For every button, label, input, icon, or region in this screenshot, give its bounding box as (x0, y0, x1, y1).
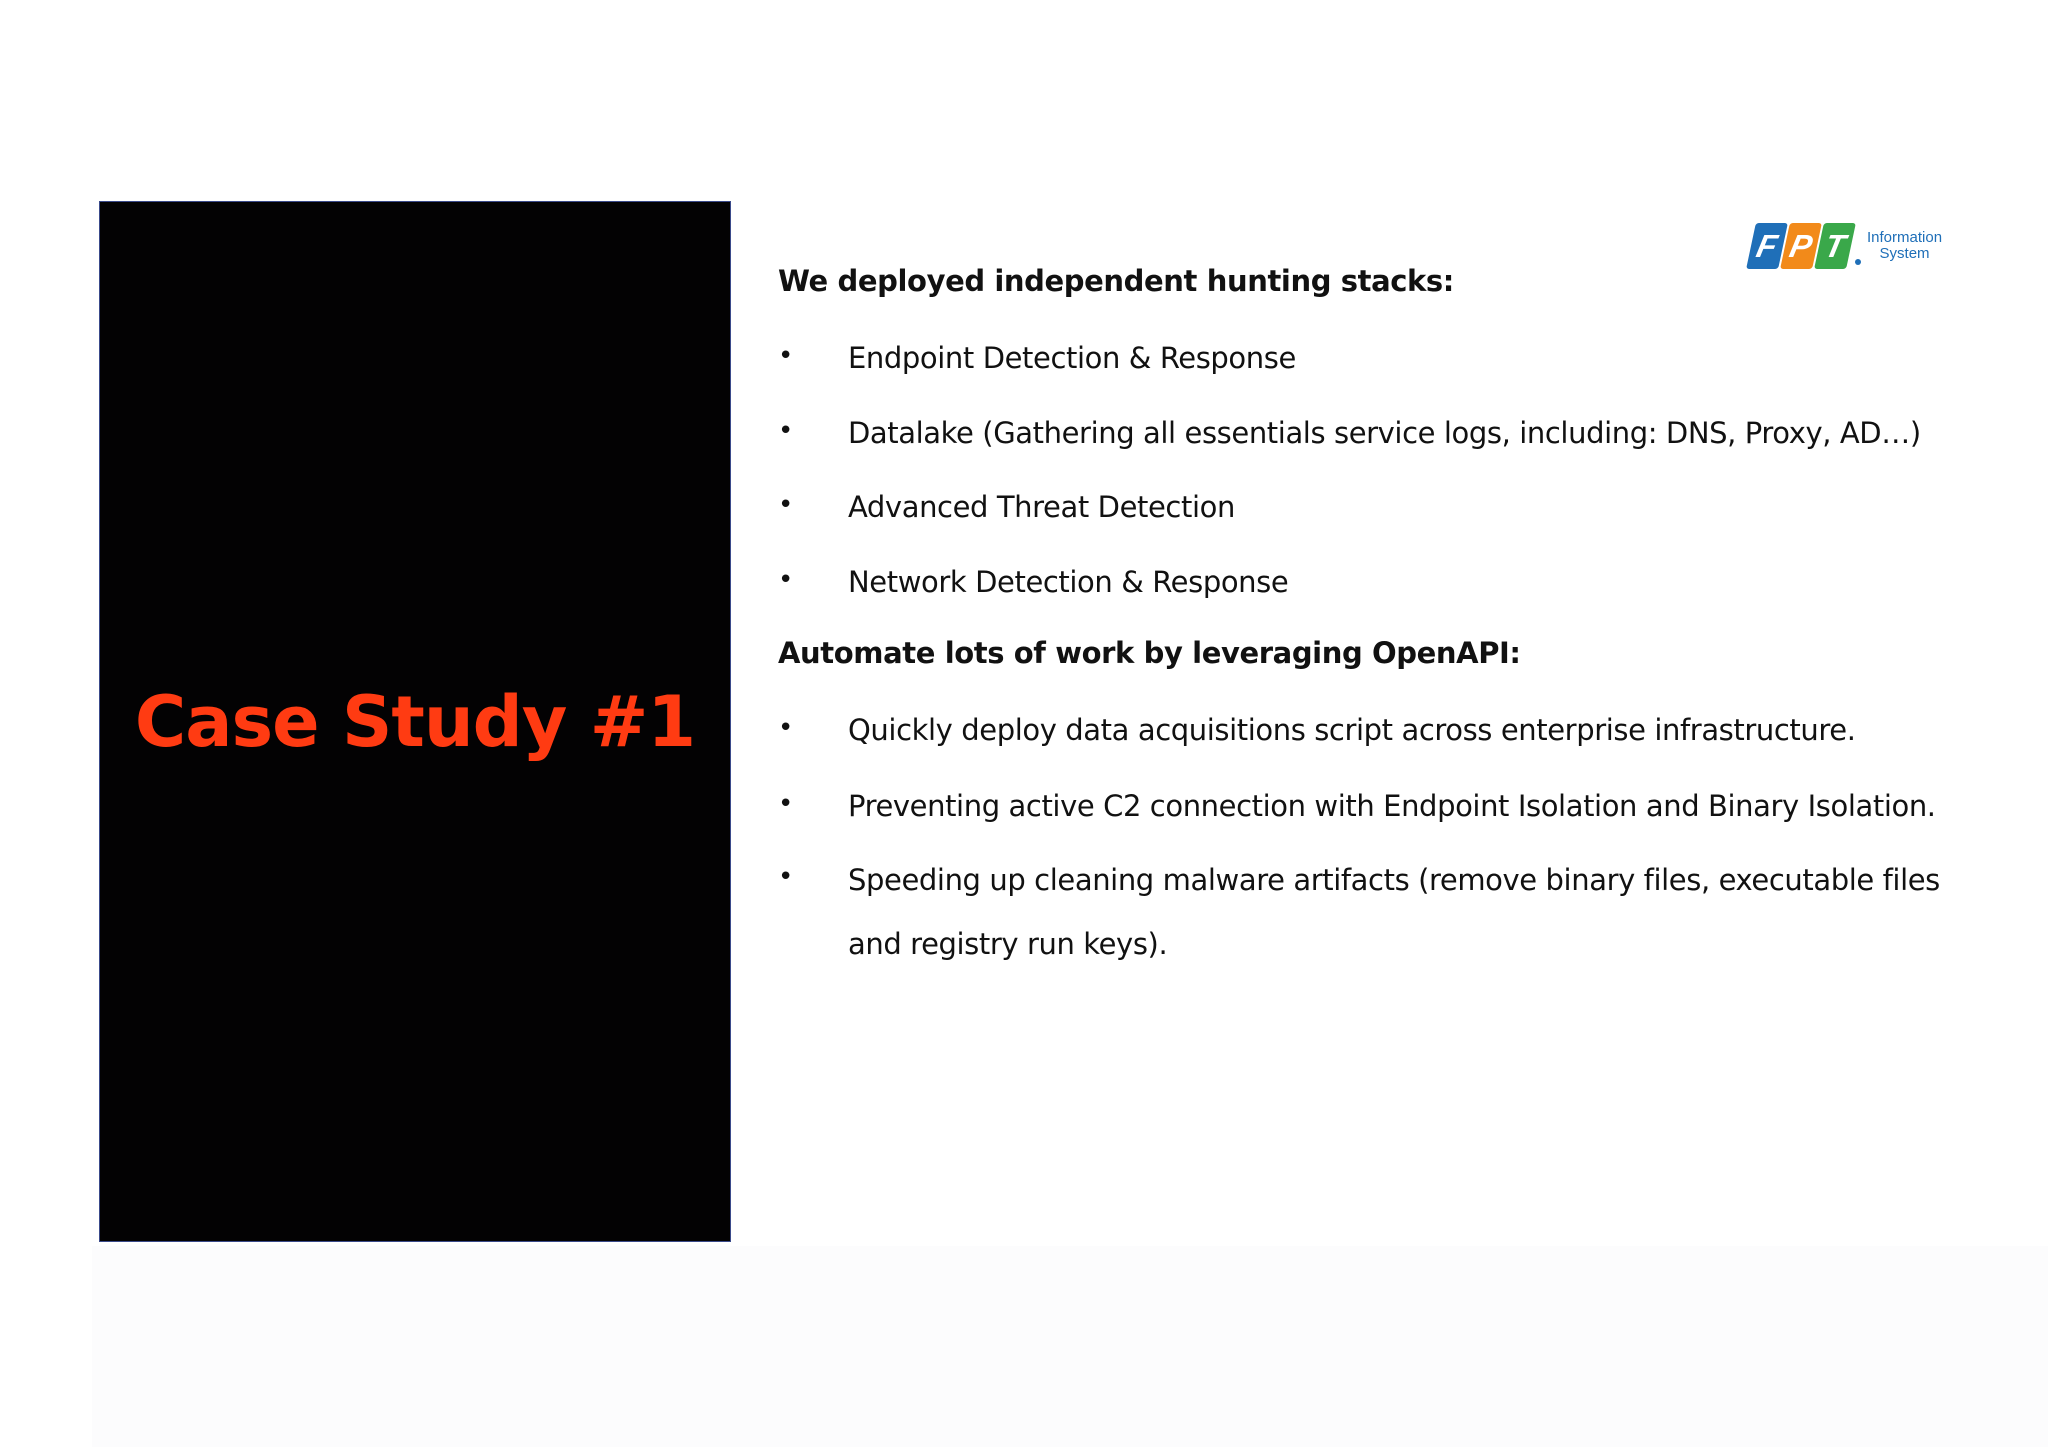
footer-band (92, 1246, 2048, 1447)
section-heading-hunting-stacks: We deployed independent hunting stacks: (778, 264, 1454, 298)
list-item-text: Preventing active C2 connection with Endpoint Isolation and Binary Isolation. (848, 789, 1936, 823)
logo-text-line2: System (1879, 245, 1930, 262)
bullet-icon: • (778, 341, 793, 371)
logo-tile-p: P (1780, 223, 1822, 269)
list-item-text: Speeding up cleaning malware artifacts (remove binary files, executable files and registry run keys). (848, 863, 1940, 961)
list-item-text: Quickly deploy data acquisitions script across enterprise infrastructure. (848, 713, 1856, 747)
logo-tile-f: F (1746, 223, 1788, 269)
section-heading-openapi: Automate lots of work by leveraging OpenAPI: (778, 636, 1521, 670)
logo-dot (1855, 259, 1861, 265)
logo-tile-t: T (1814, 223, 1856, 269)
logo-tiles (1751, 223, 1853, 269)
bullet-icon: • (778, 416, 793, 446)
logo-text-line1: Information (1867, 229, 1943, 246)
list-item-text: Network Detection & Response (848, 565, 1289, 599)
bullet-icon: • (778, 789, 793, 819)
fpt-logo (1751, 218, 1942, 274)
list-item-text: Datalake (Gathering all essentials service logs, including: DNS, Proxy, AD…) (848, 416, 1921, 450)
list-item-text: Advanced Threat Detection (848, 490, 1235, 524)
list-item-text: Endpoint Detection & Response (848, 341, 1296, 375)
bullet-icon: • (778, 862, 793, 892)
logo-text (1867, 230, 1942, 262)
slide-title: Case Study #1 (134, 680, 696, 763)
title-panel (99, 201, 731, 1242)
bullet-icon: • (778, 713, 793, 743)
bullet-icon: • (778, 490, 793, 520)
bullet-icon: • (778, 565, 793, 595)
